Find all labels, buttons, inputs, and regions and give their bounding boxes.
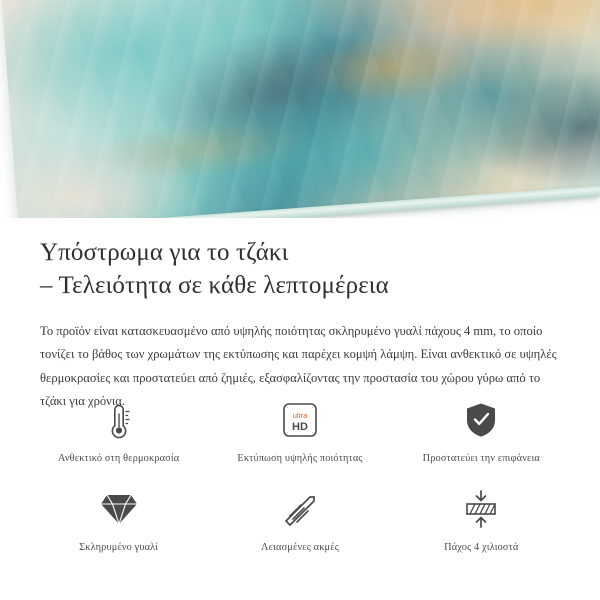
diamond-icon xyxy=(99,487,139,531)
ultra-hd-icon xyxy=(281,398,319,442)
text-content xyxy=(0,218,600,413)
hero-image-inner xyxy=(0,0,600,218)
feature-grid xyxy=(0,398,600,555)
thermometer-icon xyxy=(102,398,136,442)
feature-item-print-quality xyxy=(209,398,390,465)
feature-item-thickness xyxy=(391,487,572,554)
feature-item-temperature xyxy=(28,398,209,465)
headline-line-2: – Τελειότητα σε κάθε λεπτομέρεια xyxy=(40,272,389,299)
page-title xyxy=(40,236,560,302)
feature-label: Εκτύπωση υψηλής ποιότητας xyxy=(237,453,363,464)
feature-label: Ανθεκτικό στη θερμοκρασία xyxy=(58,453,180,464)
description-paragraph: Το προϊόν είναι κατασκευασμένο από υψηλής ποιότητας σκληρυμένο γυαλί πάχους 4 mm, το οποίο τονίζει το βάθος των χρωμάτων της εκτύπωσης και παρέχει κομψή λάμψη. Είναι ανθεκτικό σε υψηλές θερμοκρασίες και προστατεύει από ζημιές, εξασφαλίζοντας την προστασία του χώρου γύρω από το τζάκι για χρόνια. xyxy=(40,324,557,408)
glass-panel-artwork xyxy=(1,0,600,218)
svg-text:HD: HD xyxy=(292,421,308,433)
hero-image xyxy=(0,0,600,218)
thickness-arrows-icon xyxy=(461,487,501,531)
polished-edges-icon xyxy=(280,487,320,531)
feature-label: Πάχος 4 χιλιοστά xyxy=(444,542,519,554)
feature-label: Προστατεύει την επιφάνεια xyxy=(422,453,540,464)
svg-text:ultra: ultra xyxy=(292,411,308,420)
feature-item-surface-protection xyxy=(391,398,572,465)
shield-check-icon xyxy=(463,398,499,442)
headline-line-1: Υπόστρωμα για το τζάκι xyxy=(40,239,289,266)
feature-label: Λειασμένες ακμές xyxy=(261,542,339,554)
feature-item-polished-edges xyxy=(209,487,390,554)
feature-item-tempered-glass xyxy=(28,487,209,554)
feature-label: Σκληρυμένο γυαλί xyxy=(79,542,159,554)
